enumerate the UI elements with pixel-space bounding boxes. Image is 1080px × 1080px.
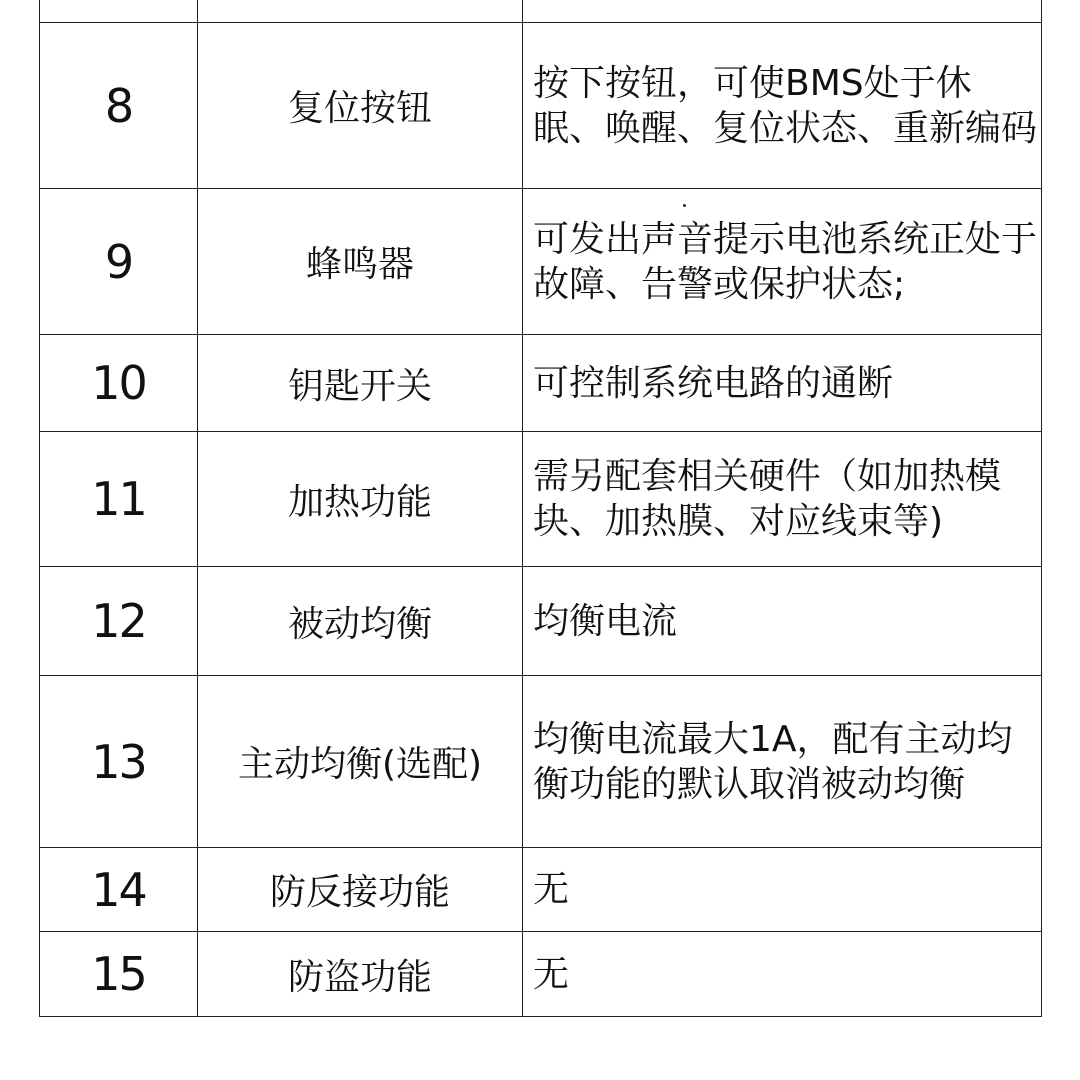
table-row — [40, 23, 1042, 189]
function-description: 无 — [523, 848, 1042, 932]
function-name: 钥匙开关 — [198, 335, 523, 432]
table-row — [40, 848, 1042, 932]
function-name: 防反接功能 — [198, 848, 523, 932]
row-number: 10 — [40, 335, 198, 432]
row-number: 11 — [40, 432, 198, 567]
cell-partial — [523, 0, 1042, 23]
function-description: 按下按钮，可使BMS处于休眠、唤醒、复位状态、重新编码 — [523, 23, 1042, 189]
row-number: 8 — [40, 23, 198, 189]
cell-partial — [40, 0, 198, 23]
function-name: 加热功能 — [198, 432, 523, 567]
function-name: 复位按钮 — [198, 23, 523, 189]
function-table — [39, 0, 1042, 1017]
function-description: 需另配套相关硬件（如加热模块、加热膜、对应线束等) — [523, 432, 1042, 567]
table-row — [40, 335, 1042, 432]
table-row — [40, 676, 1042, 848]
cell-partial — [198, 0, 523, 23]
stray-dot-mark — [683, 204, 686, 207]
function-description: 均衡电流最大1A，配有主动均衡功能的默认取消被动均衡 — [523, 676, 1042, 848]
table-row-partial — [40, 0, 1042, 23]
row-number: 12 — [40, 567, 198, 676]
function-description: 可控制系统电路的通断 — [523, 335, 1042, 432]
table-row — [40, 567, 1042, 676]
row-number: 9 — [40, 189, 198, 335]
table-row — [40, 432, 1042, 567]
row-number: 14 — [40, 848, 198, 932]
function-name: 蜂鸣器 — [198, 189, 523, 335]
table-row — [40, 189, 1042, 335]
function-name: 被动均衡 — [198, 567, 523, 676]
function-name: 主动均衡(选配) — [198, 676, 523, 848]
function-name: 防盗功能 — [198, 932, 523, 1017]
row-number: 13 — [40, 676, 198, 848]
function-description: 可发出声音提示电池系统正处于故障、告警或保护状态; — [523, 189, 1042, 335]
table-row — [40, 932, 1042, 1017]
function-description: 均衡电流 — [523, 567, 1042, 676]
row-number: 15 — [40, 932, 198, 1017]
function-description: 无 — [523, 932, 1042, 1017]
